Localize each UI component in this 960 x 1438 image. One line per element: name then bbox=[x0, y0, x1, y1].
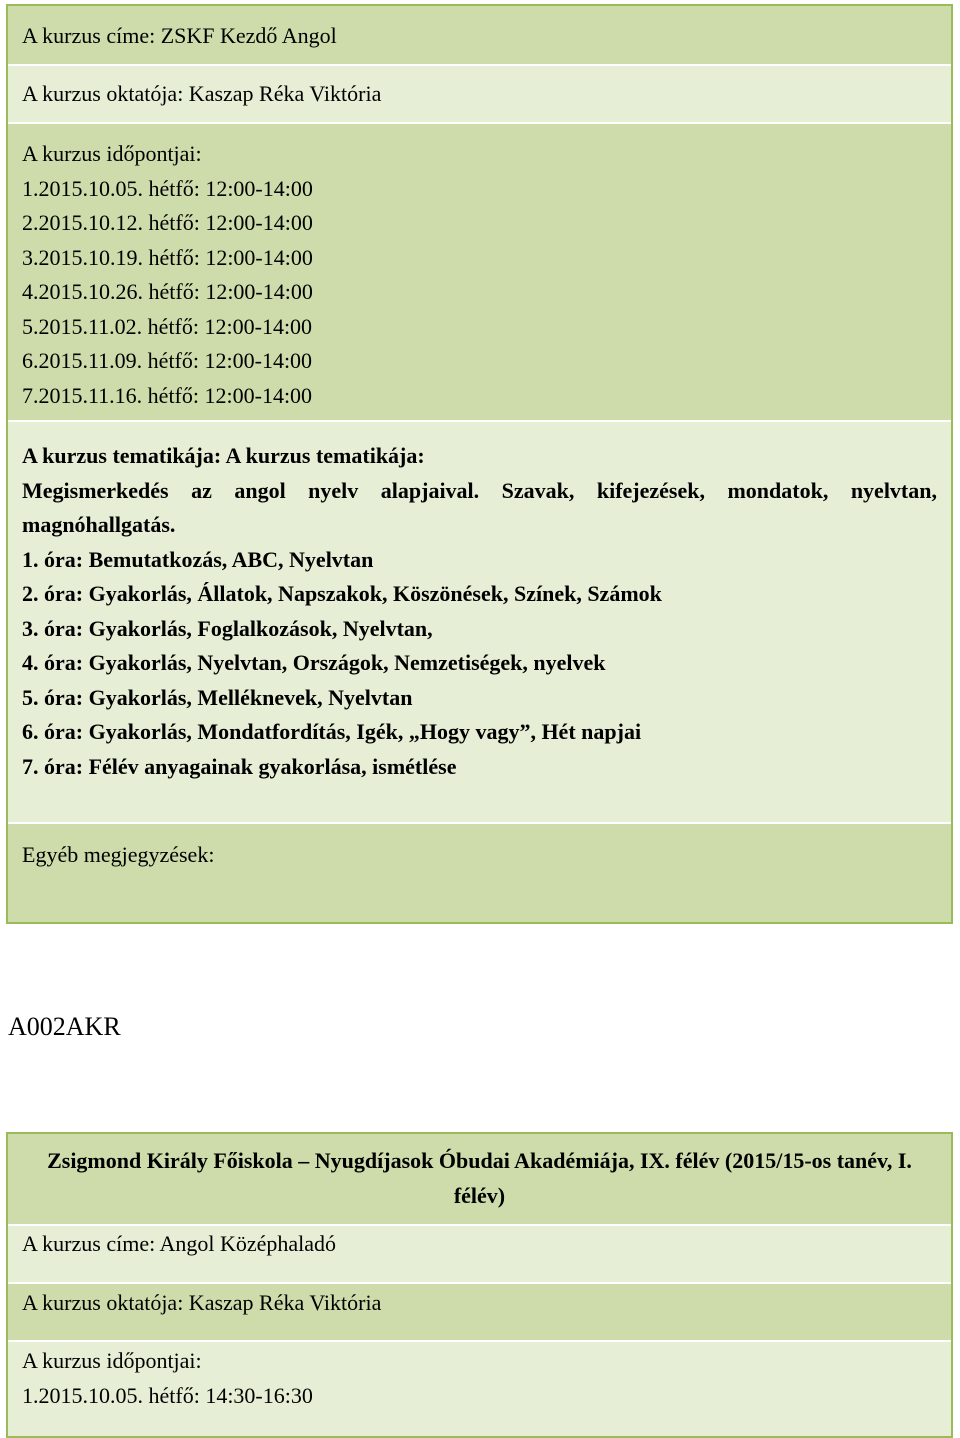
date-item: 6.2015.11.09. hétfő: 12:00-14:00 bbox=[22, 348, 313, 373]
theme-text: Megismerkedés az angol nyelv alapjaival. Szavak, kifejezések, mondatok, nyelvtan, magnóhallgatás. bbox=[22, 477, 937, 537]
date-item: 5.2015.11.02. hétfő: 12:00-14:00 bbox=[22, 313, 313, 339]
date-item: 3.2015.10.19. hétfő: 12:00-14:00 bbox=[22, 244, 313, 270]
course-table-1 bbox=[6, 4, 953, 924]
lesson-item: 5. óra: Gyakorlás, Melléknevek, Nyelvtan bbox=[22, 684, 413, 710]
course-table-2 bbox=[6, 1132, 953, 1438]
course2-teacher-row bbox=[8, 1284, 951, 1342]
course-title: A kurzus címe: ZSKF Kezdő Angol bbox=[22, 23, 337, 48]
course2-date-item: 1.2015.10.05. hétfő: 14:30-16:30 bbox=[22, 1382, 313, 1408]
course2-dates-label: A kurzus időpontjai: bbox=[22, 1348, 202, 1373]
lesson-item: 7. óra: Félév anyagainak gyakorlása, ismétlése bbox=[22, 753, 457, 779]
course-teacher-row bbox=[8, 66, 951, 124]
institution-title: Zsigmond Király Főiskola – Nyugdíjasok Óbudai Akadémiája, IX. félév (2015/15-os tanév, I. félév) bbox=[47, 1148, 912, 1208]
date-item: 4.2015.10.26. hétfő: 12:00-14:00 bbox=[22, 279, 313, 304]
theme-heading: A kurzus tematikája: A kurzus tematikája: bbox=[22, 443, 425, 468]
lesson-item: 6. óra: Gyakorlás, Mondatfordítás, Igék, „Hogy vagy”, Hét napjai bbox=[22, 719, 642, 744]
course-code: A002AKR bbox=[8, 1012, 121, 1041]
course2-dates-row bbox=[8, 1342, 951, 1436]
course-notes-row bbox=[8, 824, 951, 922]
lesson-item: 3. óra: Gyakorlás, Foglalkozások, Nyelvtan, bbox=[22, 615, 433, 641]
course-dates-row bbox=[8, 124, 951, 422]
date-item: 7.2015.11.16. hétfő: 12:00-14:00 bbox=[22, 382, 313, 408]
course-teacher: A kurzus oktatója: Kaszap Réka Viktória bbox=[22, 81, 382, 106]
date-item: 1.2015.10.05. hétfő: 12:00-14:00 bbox=[22, 175, 313, 201]
lesson-item: 4. óra: Gyakorlás, Nyelvtan, Országok, Nemzetiségek, nyelvek bbox=[22, 650, 606, 675]
dates-label: A kurzus időpontjai: bbox=[22, 141, 202, 166]
course-theme-row bbox=[8, 422, 951, 824]
institution-row bbox=[8, 1134, 951, 1226]
course2-teacher: A kurzus oktatója: Kaszap Réka Viktória bbox=[22, 1290, 382, 1315]
lesson-item: 2. óra: Gyakorlás, Állatok, Napszakok, Köszönések, Színek, Számok bbox=[22, 581, 662, 606]
notes-label: Egyéb megjegyzések: bbox=[22, 842, 215, 867]
date-item: 2.2015.10.12. hétfő: 12:00-14:00 bbox=[22, 210, 313, 235]
lesson-item: 1. óra: Bemutatkozás, ABC, Nyelvtan bbox=[22, 546, 374, 572]
course-title-row bbox=[8, 6, 951, 66]
course2-title: A kurzus címe: Angol Középhaladó bbox=[22, 1231, 337, 1256]
course2-title-row bbox=[8, 1226, 951, 1284]
